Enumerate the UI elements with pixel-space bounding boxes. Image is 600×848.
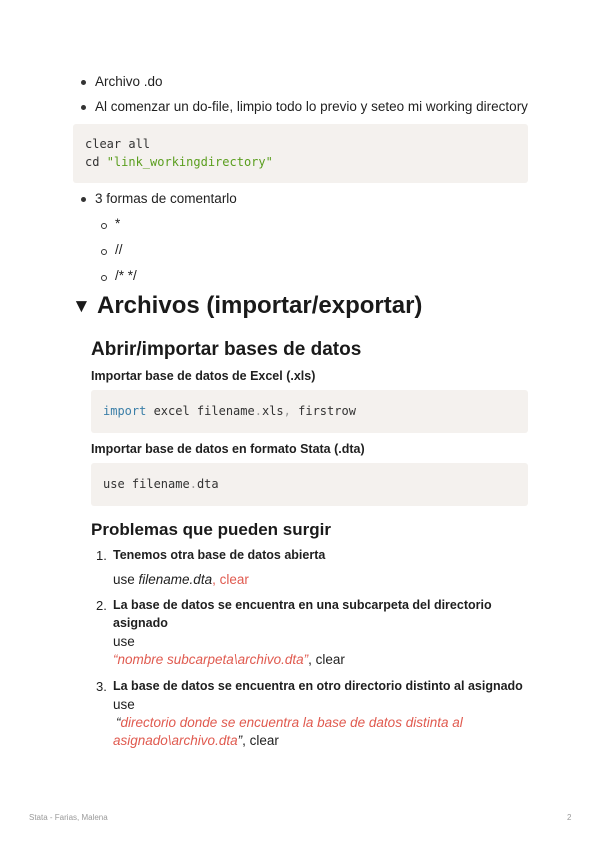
section-title: Archivos (importar/exportar) [97,292,423,319]
code-line-import [103,402,356,420]
sub-item-comment: /* */ [115,268,137,283]
problem-code [113,651,345,669]
bullet-dot [81,197,86,202]
sub-item-comment: // [115,242,123,257]
list-number: 1. [96,548,107,563]
code-comma: , [212,572,216,587]
code-path: “nombre subcarpeta\archivo.dta” [113,652,309,667]
code-text: xls [261,404,284,418]
stata-label: Importar base de datos en formato Stata (.dta) [91,442,365,456]
problem-code-line2 [113,732,279,750]
code-string: "link_workingdirectory" [106,155,273,169]
list-item-comenzar: Al comenzar un do-file, limpio todo lo previo y seteo mi working directory [95,99,528,114]
code-use: use [113,697,135,712]
code-text: firstrow [290,404,356,418]
code-filename: filename.dta [138,572,213,587]
code-path-line2: asignado\archivo.dta [113,733,238,748]
problem-code [113,571,249,589]
code-block-stata [91,463,528,506]
bullet-ring [101,223,107,229]
code-line-use [103,475,219,493]
list-item-comment-heading: 3 formas de comentarlo [95,191,237,206]
list-item-archivo-do: Archivo .do [95,74,163,89]
subsection-title: Abrir/importar bases de datos [91,339,362,360]
problem-code-line1 [116,714,463,732]
code-dot: . [189,477,197,491]
code-use: use [113,634,135,649]
code-dot: . [254,404,262,418]
code-text: excel filename [146,404,255,418]
code-comma: , [283,404,291,418]
code-line-clear-all: clear all [85,137,151,151]
problems-title: Problemas que pueden surgir [91,520,331,539]
page-number: 2 [567,813,572,822]
code-clear: , clear [242,733,279,748]
code-block-clear [73,124,528,183]
code-block-excel [91,390,528,433]
problem-title-line2: asignado [113,616,168,630]
excel-label: Importar base de datos de Excel (.xls) [91,369,316,383]
code-import-keyword: import [103,404,147,418]
list-number: 3. [96,679,107,694]
bullet-ring [101,249,107,255]
problem-title: La base de datos se encuentra en otro directorio distinto al asignado [113,679,523,693]
toggle-triangle-icon[interactable]: ▼ [72,296,91,317]
code-path-line1: directorio donde se encuentra la base de datos distinta al [120,715,463,730]
code-text: dta [196,477,219,491]
code-cd: cd [85,155,100,169]
bullet-ring [101,275,107,281]
problem-title-line1: La base de datos se encuentra en una subcarpeta del directorio [113,598,492,612]
code-clear: clear [215,572,249,587]
code-clear: , clear [308,652,345,667]
code-quote-close: ” [237,733,243,748]
list-number: 2. [96,598,107,613]
code-quote-open: “ [116,715,121,730]
footer-left: Stata - Farias, Malena [29,813,108,822]
sub-item-comment: * [115,216,121,231]
code-text: use filename [103,477,190,491]
bullet-dot [81,105,86,110]
code-use: use [113,572,139,587]
bullet-dot [81,80,86,85]
problem-title: Tenemos otra base de datos abierta [113,548,326,562]
section-toggle-archivos[interactable] [72,292,432,324]
code-line-cd [85,153,273,171]
